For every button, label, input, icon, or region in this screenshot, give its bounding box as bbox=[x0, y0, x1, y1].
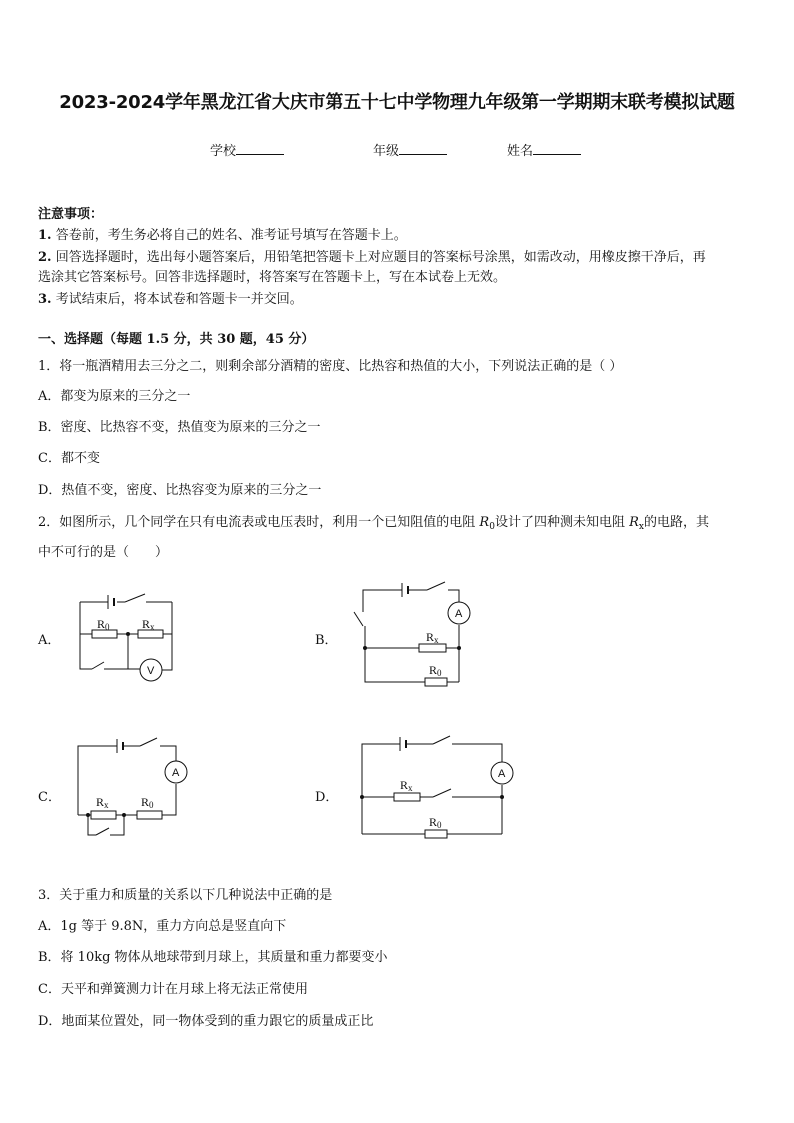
notice-item-3: 3. 考试结束后，将本试卷和答题卡一并交回。 bbox=[38, 292, 303, 307]
r0-c-label: R0 bbox=[141, 795, 154, 810]
name-label: 姓名 bbox=[507, 144, 534, 159]
rx-c-label: Rx bbox=[96, 795, 109, 810]
q3-option-c: C．天平和弹簧测力计在月球上将无法正常使用 bbox=[38, 982, 308, 997]
resistor-rx-d bbox=[394, 793, 420, 801]
r0-b-label: R0 bbox=[429, 663, 442, 678]
node-d-right bbox=[500, 795, 504, 799]
rx-b-label: Rx bbox=[426, 630, 439, 645]
q1-option-b: B．密度、比热容不变，热值变为原来的三分之一 bbox=[38, 420, 321, 435]
switch-d-middle bbox=[433, 789, 451, 797]
q1-stem: 1．将一瓶酒精用去三分之二，则剩余部分酒精的密度、比热容和热值的大小，下列说法正确的是（ ） bbox=[38, 359, 623, 374]
voltmeter-a-label: V bbox=[147, 665, 155, 677]
q2-label-d: D． bbox=[315, 790, 339, 805]
resistor-r0-d bbox=[425, 830, 447, 838]
notice-item-1: 1. 答卷前，考生务必将自己的姓名、准考证号填写在答题卡上。 bbox=[38, 228, 407, 243]
q2-label-c: C． bbox=[38, 790, 61, 805]
q1-option-d: D．热值不变，密度、比热容变为原来的三分之一 bbox=[38, 483, 322, 498]
ammeter-d-label: A bbox=[498, 768, 506, 780]
q3-stem: 3．关于重力和质量的关系以下几种说法中正确的是 bbox=[38, 888, 333, 903]
r0-d-label: R0 bbox=[429, 815, 442, 830]
r0-a-label: R0 bbox=[97, 617, 110, 632]
q2-label-a: A． bbox=[38, 633, 61, 648]
page-title: 2023-2024学年黑龙江省大庆市第五十七中学物理九年级第一学期期末联考模拟试题 bbox=[59, 92, 735, 113]
q2-label-b: B． bbox=[315, 633, 338, 648]
school-label: 学校 bbox=[210, 144, 237, 159]
grade-label: 年级 bbox=[373, 144, 400, 159]
ammeter-c-label: A bbox=[172, 767, 180, 779]
notice-heading: 注意事项： bbox=[38, 207, 104, 222]
q1-option-c: C．都不变 bbox=[38, 451, 100, 466]
q3-option-d: D．地面某位置处，同一物体受到的重力跟它的质量成正比 bbox=[38, 1014, 374, 1029]
rx-a-label: Rx bbox=[142, 617, 155, 632]
q3-option-b: B．将 10kg 物体从地球带到月球上，其质量和重力都要变小 bbox=[38, 950, 388, 965]
q2-stem-line2: 中不可行的是（ ） bbox=[38, 545, 169, 560]
q2-stem-line1: 2．如图所示，几个同学在只有电流表或电压表时，利用一个已知阻值的电阻 $R_0$设计了四种测未知电阻 $R_x$的电路，其 bbox=[38, 515, 709, 532]
battery-d bbox=[400, 737, 406, 751]
section-heading: 一、选择题（每题 1.5 分，共 30 题，45 分） bbox=[38, 332, 315, 347]
node-d-left bbox=[360, 795, 364, 799]
q3-option-a: A．1g 等于 9.8N，重力方向总是竖直向下 bbox=[38, 919, 287, 934]
q1-option-a: A．都变为原来的三分之一 bbox=[38, 389, 191, 404]
notice-item-2: 2. 回答选择题时，选出每小题答案后，用铅笔把答题卡上对应题目的答案标号涂黑，如需改动，用橡皮擦干净后，再 bbox=[38, 250, 706, 265]
switch-d-top bbox=[433, 736, 450, 744]
notice-item-2-cont: 选涂其它答案标号。回答非选择题时，将答案写在答题卡上，写在本试卷上无效。 bbox=[38, 270, 507, 285]
rx-d-label: Rx bbox=[400, 778, 413, 793]
ammeter-b-label: A bbox=[455, 608, 463, 620]
